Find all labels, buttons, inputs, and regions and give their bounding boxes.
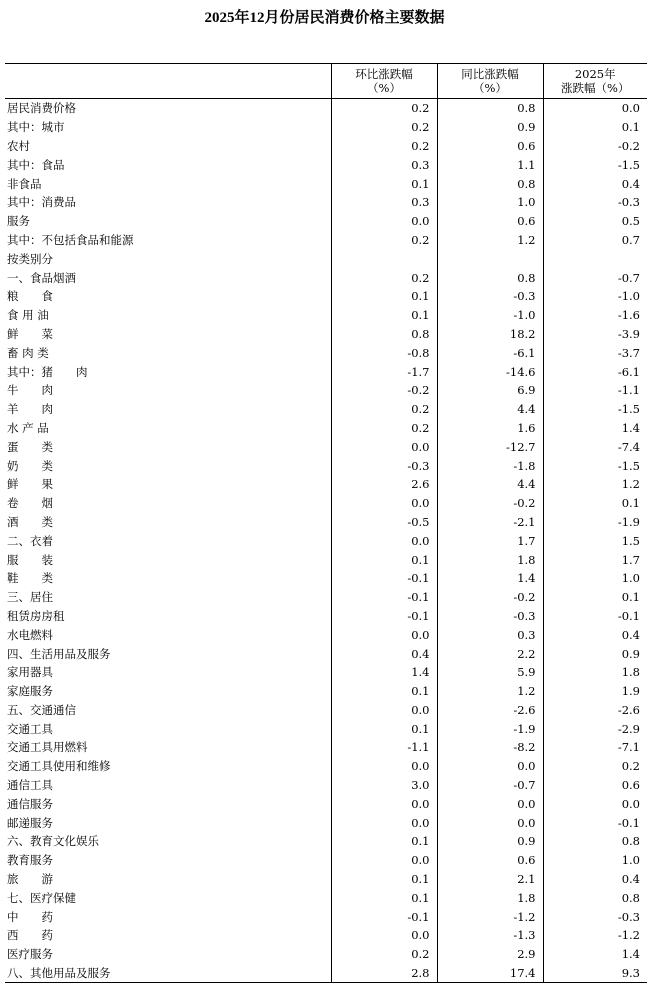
- row-label: 卷 烟: [7, 496, 53, 511]
- mom-value: 0.3: [331, 193, 437, 212]
- row-label: 通信服务: [7, 796, 53, 811]
- row-label: 服务: [7, 214, 30, 229]
- mom-value: 2.6: [331, 475, 437, 494]
- yoy-value: -6.1: [437, 343, 543, 362]
- row-label: 二、衣着: [7, 533, 53, 548]
- ytd-value: -1.1: [543, 381, 647, 400]
- yoy-value: 2.9: [437, 945, 543, 964]
- ytd-value: 1.5: [543, 531, 647, 550]
- yoy-value: 2.2: [437, 644, 543, 663]
- mom-value: 0.0: [331, 926, 437, 945]
- table-row: [5, 851, 647, 870]
- header-mom: [331, 64, 437, 99]
- yoy-value: 0.8: [437, 268, 543, 287]
- row-label: 服 装: [7, 552, 53, 567]
- table-row: [5, 907, 647, 926]
- mom-value: 0.0: [331, 757, 437, 776]
- table-row: [5, 663, 647, 682]
- table-row: [5, 306, 647, 325]
- row-label: 西 药: [7, 928, 53, 943]
- mom-value: 0.0: [331, 212, 437, 231]
- yoy-value: 17.4: [437, 964, 543, 983]
- row-label: 八、其他用品及服务: [5, 964, 331, 983]
- row-label: 奶 类: [7, 458, 53, 473]
- table-row: [5, 719, 647, 738]
- table-row: [5, 794, 647, 813]
- header-ytd: [543, 64, 647, 99]
- row-label: 六、教育文化娱乐: [7, 834, 99, 849]
- ytd-value: 0.1: [543, 494, 647, 513]
- mom-value: 0.2: [331, 945, 437, 964]
- row-label: 七、医疗保健: [7, 890, 76, 905]
- mom-value: 0.2: [331, 400, 437, 419]
- mom-value: 1.4: [331, 663, 437, 682]
- header-ytd-line2: 涨跌幅（%）: [561, 81, 630, 95]
- table-row: [5, 550, 647, 569]
- yoy-value: -0.2: [437, 588, 543, 607]
- row-label: 其中：城市: [7, 120, 65, 135]
- yoy-value: -1.0: [437, 306, 543, 325]
- yoy-value: -2.6: [437, 701, 543, 720]
- row-label: 交通工具: [7, 721, 53, 736]
- ytd-value: 0.0: [543, 794, 647, 813]
- row-label: 其中：食品: [7, 157, 65, 172]
- yoy-value: -12.7: [437, 437, 543, 456]
- row-label: 鲜 果: [7, 477, 53, 492]
- mom-value: 0.4: [331, 644, 437, 663]
- mom-value: 3.0: [331, 776, 437, 795]
- yoy-value: 0.6: [437, 212, 543, 231]
- row-label: 其中：猪 肉: [7, 364, 88, 379]
- ytd-value: 9.3: [543, 964, 647, 983]
- row-label: 农村: [7, 138, 30, 153]
- mom-value: -0.1: [331, 607, 437, 626]
- ytd-value: -1.6: [543, 306, 647, 325]
- mom-value: 0.1: [331, 832, 437, 851]
- yoy-value: 0.0: [437, 757, 543, 776]
- yoy-value: 5.9: [437, 663, 543, 682]
- ytd-value: -7.1: [543, 738, 647, 757]
- row-label: 水 产 品: [7, 420, 49, 435]
- mom-value: 0.0: [331, 794, 437, 813]
- ytd-value: -0.1: [543, 607, 647, 626]
- ytd-value: 0.1: [543, 588, 647, 607]
- row-label: 畜 肉 类: [7, 345, 49, 360]
- row-label: 医疗服务: [7, 947, 53, 962]
- ytd-value: -2.9: [543, 719, 647, 738]
- row-label: 按类别分: [7, 251, 53, 266]
- table-row: [5, 888, 647, 907]
- mom-value: 0.1: [331, 870, 437, 889]
- table-row: [5, 456, 647, 475]
- header-mom-line1: 环比涨跌幅: [355, 67, 413, 81]
- yoy-value: 1.0: [437, 193, 543, 212]
- ytd-value: -0.2: [543, 137, 647, 156]
- row-label: 居民消费价格: [7, 101, 76, 116]
- yoy-value: -8.2: [437, 738, 543, 757]
- mom-value: -0.8: [331, 343, 437, 362]
- mom-value: 0.1: [331, 287, 437, 306]
- table-row: [5, 381, 647, 400]
- table-body: [5, 99, 647, 983]
- ytd-value: 1.0: [543, 569, 647, 588]
- yoy-value: -1.2: [437, 907, 543, 926]
- ytd-value: -1.5: [543, 456, 647, 475]
- yoy-value: 2.1: [437, 870, 543, 889]
- ytd-value: -0.7: [543, 268, 647, 287]
- row-label: 食 用 油: [7, 308, 49, 323]
- mom-value: 0.1: [331, 550, 437, 569]
- yoy-value: [437, 249, 543, 268]
- table-row: [5, 212, 647, 231]
- mom-value: 0.2: [331, 137, 437, 156]
- header-ytd-line1: 2025年: [574, 67, 616, 81]
- mom-value: 0.1: [331, 306, 437, 325]
- header-label-cell: [5, 64, 331, 99]
- mom-value: 0.2: [331, 419, 437, 438]
- mom-value: -0.2: [331, 381, 437, 400]
- yoy-value: 18.2: [437, 325, 543, 344]
- mom-value: 0.0: [331, 851, 437, 870]
- table-row: [5, 832, 647, 851]
- table-row: [5, 607, 647, 626]
- mom-value: [331, 249, 437, 268]
- header-yoy: [437, 64, 543, 99]
- yoy-value: 0.9: [437, 832, 543, 851]
- ytd-value: 0.8: [543, 832, 647, 851]
- row-label: 一、食品烟酒: [7, 270, 76, 285]
- mom-value: 0.0: [331, 437, 437, 456]
- table-row: [5, 531, 647, 550]
- row-label: 交通工具用燃料: [7, 740, 88, 755]
- row-label: 五、交通通信: [7, 702, 76, 717]
- mom-value: -1.1: [331, 738, 437, 757]
- mom-value: 2.8: [331, 964, 437, 983]
- mom-value: 0.1: [331, 682, 437, 701]
- ytd-value: -6.1: [543, 362, 647, 381]
- mom-value: 0.0: [331, 701, 437, 720]
- header-mom-line2: （%）: [367, 81, 401, 95]
- row-label: 鞋 类: [7, 571, 53, 586]
- yoy-value: -0.7: [437, 776, 543, 795]
- yoy-value: -1.3: [437, 926, 543, 945]
- yoy-value: 0.6: [437, 851, 543, 870]
- table-row: [5, 475, 647, 494]
- ytd-value: 0.6: [543, 776, 647, 795]
- row-label: 邮递服务: [7, 815, 53, 830]
- row-label: 四、生活用品及服务: [7, 646, 111, 661]
- mom-value: 0.8: [331, 325, 437, 344]
- yoy-value: -1.8: [437, 456, 543, 475]
- row-label: 三、居住: [7, 590, 53, 605]
- table-row: [5, 419, 647, 438]
- mom-value: 0.1: [331, 174, 437, 193]
- ytd-value: 0.1: [543, 118, 647, 137]
- yoy-value: -0.3: [437, 607, 543, 626]
- ytd-value: -3.7: [543, 343, 647, 362]
- ytd-value: 0.4: [543, 174, 647, 193]
- yoy-value: -1.9: [437, 719, 543, 738]
- ytd-value: 1.9: [543, 682, 647, 701]
- ytd-value: 0.4: [543, 870, 647, 889]
- table-row: [5, 644, 647, 663]
- yoy-value: 0.3: [437, 625, 543, 644]
- table-row: [5, 926, 647, 945]
- row-label: 租赁房房租: [7, 608, 65, 623]
- ytd-value: 0.8: [543, 888, 647, 907]
- ytd-value: 1.7: [543, 550, 647, 569]
- yoy-value: 0.0: [437, 813, 543, 832]
- row-label: 家庭服务: [7, 684, 53, 699]
- table-row: [5, 362, 647, 381]
- row-label: 鲜 菜: [7, 326, 53, 341]
- row-label: 其中：不包括食品和能源: [7, 232, 134, 247]
- mom-value: 0.0: [331, 531, 437, 550]
- ytd-value: -1.0: [543, 287, 647, 306]
- yoy-value: 0.8: [437, 174, 543, 193]
- ytd-value: -2.6: [543, 701, 647, 720]
- ytd-value: -3.9: [543, 325, 647, 344]
- row-label: 交通工具使用和维修: [7, 759, 111, 774]
- row-label: 其中：消费品: [7, 195, 76, 210]
- header-yoy-line2: （%）: [473, 81, 507, 95]
- mom-value: -0.1: [331, 907, 437, 926]
- table-row: [5, 813, 647, 832]
- mom-value: -0.3: [331, 456, 437, 475]
- table-row: [5, 776, 647, 795]
- ytd-value: -1.2: [543, 926, 647, 945]
- table-row: [5, 870, 647, 889]
- ytd-value: 0.2: [543, 757, 647, 776]
- yoy-value: 0.0: [437, 794, 543, 813]
- yoy-value: 1.2: [437, 682, 543, 701]
- yoy-value: 0.6: [437, 137, 543, 156]
- ytd-value: 0.0: [543, 99, 647, 118]
- table-row: [5, 155, 647, 174]
- table-row: [5, 400, 647, 419]
- mom-value: -1.7: [331, 362, 437, 381]
- table-row: [5, 325, 647, 344]
- yoy-value: 1.1: [437, 155, 543, 174]
- row-label: 通信工具: [7, 778, 53, 793]
- ytd-value: [543, 249, 647, 268]
- table-row: [5, 437, 647, 456]
- row-label: 蛋 类: [7, 439, 53, 454]
- row-label: 牛 肉: [7, 383, 53, 398]
- mom-value: -0.5: [331, 513, 437, 532]
- table-row: [5, 118, 647, 137]
- table-row: [5, 268, 647, 287]
- table-row: [5, 513, 647, 532]
- yoy-value: 4.4: [437, 475, 543, 494]
- yoy-value: 1.6: [437, 419, 543, 438]
- ytd-value: 1.4: [543, 419, 647, 438]
- row-label: 旅 游: [7, 872, 53, 887]
- mom-value: 0.3: [331, 155, 437, 174]
- ytd-value: -0.3: [543, 193, 647, 212]
- yoy-value: -14.6: [437, 362, 543, 381]
- table-row: [5, 231, 647, 250]
- ytd-value: -7.4: [543, 437, 647, 456]
- mom-value: 0.1: [331, 888, 437, 907]
- ytd-value: -0.1: [543, 813, 647, 832]
- cpi-table: [5, 63, 647, 983]
- ytd-value: 1.4: [543, 945, 647, 964]
- row-label: 酒 类: [7, 514, 53, 529]
- mom-value: -0.1: [331, 588, 437, 607]
- mom-value: 0.0: [331, 625, 437, 644]
- yoy-value: 6.9: [437, 381, 543, 400]
- header-yoy-line1: 同比涨跌幅: [461, 67, 519, 81]
- row-label: 非食品: [7, 176, 42, 191]
- yoy-value: -0.3: [437, 287, 543, 306]
- mom-value: 0.2: [331, 231, 437, 250]
- yoy-value: 1.8: [437, 888, 543, 907]
- yoy-value: 1.2: [437, 231, 543, 250]
- mom-value: 0.0: [331, 494, 437, 513]
- table-row: [5, 174, 647, 193]
- table-row: [5, 588, 647, 607]
- ytd-value: 1.2: [543, 475, 647, 494]
- yoy-value: -0.2: [437, 494, 543, 513]
- table-row: [5, 757, 647, 776]
- yoy-value: 1.7: [437, 531, 543, 550]
- table-row: [5, 964, 647, 983]
- row-label: 羊 肉: [7, 402, 53, 417]
- table-header: [5, 64, 647, 99]
- yoy-value: 0.9: [437, 118, 543, 137]
- table-row: [5, 249, 647, 268]
- table-row: [5, 494, 647, 513]
- table-row: [5, 193, 647, 212]
- ytd-value: 1.8: [543, 663, 647, 682]
- table-row: [5, 569, 647, 588]
- mom-value: 0.2: [331, 118, 437, 137]
- mom-value: 0.1: [331, 719, 437, 738]
- yoy-value: 1.4: [437, 569, 543, 588]
- table-row: [5, 625, 647, 644]
- mom-value: 0.0: [331, 813, 437, 832]
- table-row: [5, 137, 647, 156]
- table-row: [5, 738, 647, 757]
- table-row: [5, 287, 647, 306]
- yoy-value: 4.4: [437, 400, 543, 419]
- row-label: 水电燃料: [7, 627, 53, 642]
- table-row: [5, 701, 647, 720]
- ytd-value: 0.5: [543, 212, 647, 231]
- table-row: [5, 343, 647, 362]
- ytd-value: 0.4: [543, 625, 647, 644]
- row-label: 粮 食: [7, 289, 53, 304]
- row-label: 教育服务: [7, 853, 53, 868]
- mom-value: 0.2: [331, 268, 437, 287]
- ytd-value: -1.9: [543, 513, 647, 532]
- yoy-value: 1.8: [437, 550, 543, 569]
- ytd-value: 0.7: [543, 231, 647, 250]
- row-label: 中 药: [7, 909, 53, 924]
- mom-value: 0.2: [331, 99, 437, 118]
- table-row: [5, 945, 647, 964]
- ytd-value: -0.3: [543, 907, 647, 926]
- yoy-value: 0.8: [437, 99, 543, 118]
- table-row: [5, 99, 647, 118]
- yoy-value: -2.1: [437, 513, 543, 532]
- ytd-value: 1.0: [543, 851, 647, 870]
- page-title: 2025年12月份居民消费价格主要数据: [204, 10, 445, 26]
- table-row: [5, 682, 647, 701]
- mom-value: -0.1: [331, 569, 437, 588]
- ytd-value: -1.5: [543, 400, 647, 419]
- ytd-value: -1.5: [543, 155, 647, 174]
- row-label: 家用器具: [7, 665, 53, 680]
- ytd-value: 0.9: [543, 644, 647, 663]
